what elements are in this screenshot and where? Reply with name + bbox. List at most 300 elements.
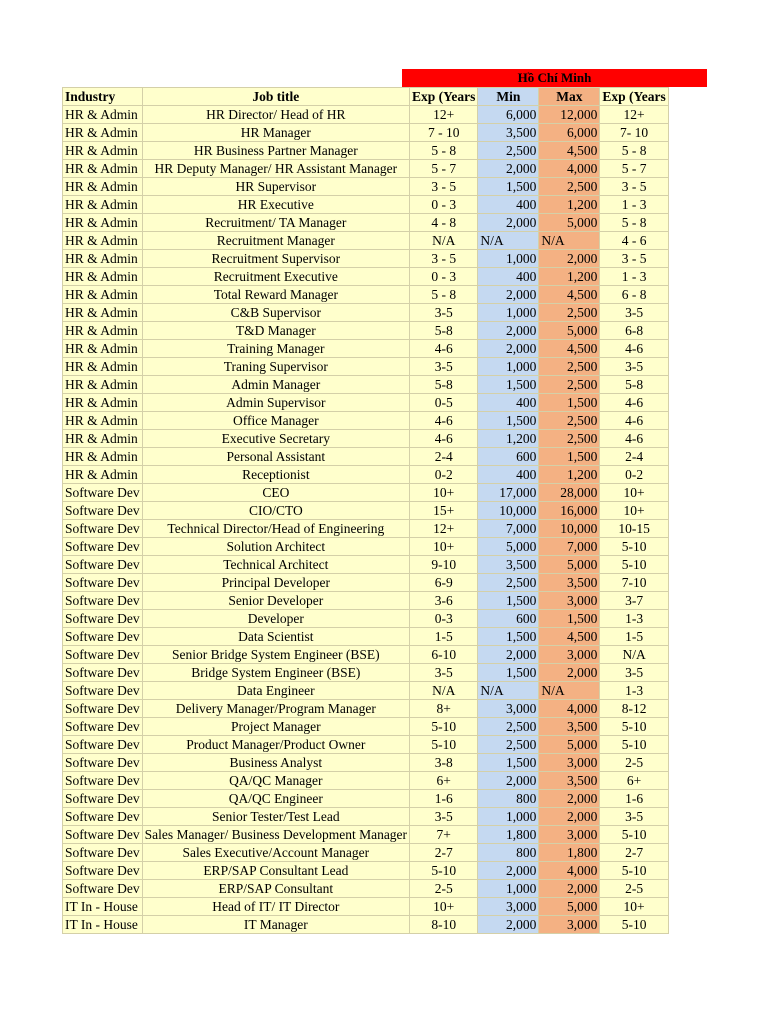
cell-max[interactable]: 5,000 (539, 214, 600, 232)
cell-min[interactable]: 1,000 (478, 358, 539, 376)
cell-exp[interactable]: 5 - 7 (410, 160, 478, 178)
cell-exp[interactable]: 12+ (410, 106, 478, 124)
cell-max[interactable]: 3,500 (539, 574, 600, 592)
cell-exp[interactable]: 1-5 (410, 628, 478, 646)
cell-exp-2[interactable]: 2-5 (600, 880, 668, 898)
cell-industry[interactable]: HR & Admin (63, 214, 143, 232)
cell-min[interactable]: 1,000 (478, 304, 539, 322)
table-row (63, 736, 669, 754)
cell-job-title[interactable]: Personal Assistant (142, 448, 409, 466)
cell-job-title[interactable]: Recruitment Supervisor (142, 250, 409, 268)
cell-job-title[interactable]: HR Director/ Head of HR (142, 106, 409, 124)
header-job-title[interactable]: Job title (142, 88, 409, 106)
cell-min[interactable]: 3,000 (478, 898, 539, 916)
cell-min[interactable]: 1,500 (478, 412, 539, 430)
cell-max[interactable]: 2,500 (539, 178, 600, 196)
cell-industry[interactable]: Software Dev (63, 574, 143, 592)
table-row (63, 412, 669, 430)
cell-industry[interactable]: Software Dev (63, 880, 143, 898)
cell-exp-2[interactable]: 3 - 5 (600, 250, 668, 268)
cell-exp[interactable]: 5-10 (410, 718, 478, 736)
cell-industry[interactable]: Software Dev (63, 610, 143, 628)
cell-min[interactable]: 1,500 (478, 592, 539, 610)
cell-exp[interactable]: 10+ (410, 484, 478, 502)
cell-job-title[interactable]: Product Manager/Product Owner (142, 736, 409, 754)
cell-industry[interactable]: Software Dev (63, 826, 143, 844)
cell-exp[interactable]: 2-5 (410, 880, 478, 898)
cell-job-title[interactable]: CEO (142, 484, 409, 502)
cell-min[interactable]: 1,800 (478, 826, 539, 844)
cell-job-title[interactable]: QA/QC Manager (142, 772, 409, 790)
cell-industry[interactable]: Software Dev (63, 664, 143, 682)
cell-max[interactable]: N/A (539, 232, 600, 250)
cell-exp-2[interactable]: 5-10 (600, 736, 668, 754)
cell-exp-2[interactable]: 4 - 6 (600, 232, 668, 250)
cell-max[interactable]: 3,000 (539, 826, 600, 844)
cell-job-title[interactable]: ERP/SAP Consultant (142, 880, 409, 898)
cell-min[interactable]: 2,000 (478, 772, 539, 790)
cell-exp-2[interactable]: 4-6 (600, 412, 668, 430)
table-row (63, 682, 669, 700)
cell-exp-2[interactable]: 5 - 8 (600, 214, 668, 232)
cell-exp-2[interactable]: 4-6 (600, 394, 668, 412)
cell-job-title[interactable]: QA/QC Engineer (142, 790, 409, 808)
cell-industry[interactable]: HR & Admin (63, 466, 143, 484)
cell-industry[interactable]: HR & Admin (63, 322, 143, 340)
table-row (63, 322, 669, 340)
cell-max[interactable]: 5,000 (539, 556, 600, 574)
cell-industry[interactable]: Software Dev (63, 754, 143, 772)
cell-job-title[interactable]: HR Deputy Manager/ HR Assistant Manager (142, 160, 409, 178)
header-exp[interactable]: Exp (Years (410, 88, 478, 106)
cell-exp-2[interactable]: 10+ (600, 502, 668, 520)
cell-industry[interactable]: HR & Admin (63, 142, 143, 160)
cell-job-title[interactable]: Recruitment Manager (142, 232, 409, 250)
cell-max[interactable]: 1,200 (539, 268, 600, 286)
cell-min[interactable]: 10,000 (478, 502, 539, 520)
cell-exp[interactable]: 6-9 (410, 574, 478, 592)
cell-max[interactable]: 2,000 (539, 790, 600, 808)
cell-job-title[interactable]: Total Reward Manager (142, 286, 409, 304)
cell-max[interactable]: 1,800 (539, 844, 600, 862)
cell-min[interactable]: 2,500 (478, 142, 539, 160)
cell-job-title[interactable]: IT Manager (142, 916, 409, 934)
cell-job-title[interactable]: Principal Developer (142, 574, 409, 592)
cell-max[interactable]: 28,000 (539, 484, 600, 502)
cell-max[interactable]: 5,000 (539, 736, 600, 754)
cell-min[interactable]: 17,000 (478, 484, 539, 502)
cell-min[interactable]: 5,000 (478, 538, 539, 556)
cell-exp-2[interactable]: N/A (600, 646, 668, 664)
cell-exp[interactable]: 9-10 (410, 556, 478, 574)
cell-industry[interactable]: Software Dev (63, 484, 143, 502)
cell-job-title[interactable]: HR Manager (142, 124, 409, 142)
cell-exp[interactable]: 0-2 (410, 466, 478, 484)
cell-max[interactable]: 4,500 (539, 286, 600, 304)
cell-industry[interactable]: HR & Admin (63, 268, 143, 286)
cell-industry[interactable]: HR & Admin (63, 394, 143, 412)
cell-exp-2[interactable]: 3-5 (600, 304, 668, 322)
cell-industry[interactable]: Software Dev (63, 682, 143, 700)
cell-min[interactable]: 2,500 (478, 736, 539, 754)
cell-exp[interactable]: 8+ (410, 700, 478, 718)
cell-exp[interactable]: 4-6 (410, 430, 478, 448)
cell-exp-2[interactable]: 1-6 (600, 790, 668, 808)
cell-max[interactable]: 2,500 (539, 358, 600, 376)
cell-exp-2[interactable]: 12+ (600, 106, 668, 124)
cell-exp-2[interactable]: 7- 10 (600, 124, 668, 142)
table-row (63, 610, 669, 628)
cell-job-title[interactable]: Project Manager (142, 718, 409, 736)
cell-exp[interactable]: 0 - 3 (410, 268, 478, 286)
cell-job-title[interactable]: Executive Secretary (142, 430, 409, 448)
cell-industry[interactable]: HR & Admin (63, 286, 143, 304)
cell-exp-2[interactable]: 6 - 8 (600, 286, 668, 304)
cell-job-title[interactable]: Recruitment Executive (142, 268, 409, 286)
cell-industry[interactable]: Software Dev (63, 772, 143, 790)
cell-industry[interactable]: Software Dev (63, 628, 143, 646)
cell-min[interactable]: 3,000 (478, 700, 539, 718)
cell-industry[interactable]: Software Dev (63, 862, 143, 880)
cell-job-title[interactable]: Traning Supervisor (142, 358, 409, 376)
cell-exp-2[interactable]: 10+ (600, 484, 668, 502)
cell-exp-2[interactable]: 2-5 (600, 754, 668, 772)
cell-industry[interactable]: HR & Admin (63, 124, 143, 142)
table-row (63, 448, 669, 466)
cell-max[interactable]: 2,000 (539, 250, 600, 268)
cell-exp[interactable]: N/A (410, 232, 478, 250)
cell-industry[interactable]: HR & Admin (63, 250, 143, 268)
cell-max[interactable]: 2,000 (539, 880, 600, 898)
cell-exp-2[interactable]: 5-10 (600, 916, 668, 934)
cell-exp-2[interactable]: 5-10 (600, 826, 668, 844)
cell-exp[interactable]: 7+ (410, 826, 478, 844)
cell-job-title[interactable]: Bridge System Engineer (BSE) (142, 664, 409, 682)
cell-industry[interactable]: HR & Admin (63, 340, 143, 358)
cell-industry[interactable]: IT In - House (63, 898, 143, 916)
cell-max[interactable]: 1,200 (539, 196, 600, 214)
cell-job-title[interactable]: T&D Manager (142, 322, 409, 340)
cell-min[interactable]: 2,000 (478, 340, 539, 358)
cell-job-title[interactable]: Senior Tester/Test Lead (142, 808, 409, 826)
cell-max[interactable]: N/A (539, 682, 600, 700)
cell-exp[interactable]: 1-6 (410, 790, 478, 808)
cell-exp-2[interactable]: 5-10 (600, 718, 668, 736)
cell-job-title[interactable]: ERP/SAP Consultant Lead (142, 862, 409, 880)
cell-exp[interactable]: 5 - 8 (410, 142, 478, 160)
cell-industry[interactable]: Software Dev (63, 538, 143, 556)
cell-job-title[interactable]: Technical Director/Head of Engineering (142, 520, 409, 538)
table-row (63, 502, 669, 520)
table-row (63, 340, 669, 358)
cell-exp-2[interactable]: 5 - 8 (600, 142, 668, 160)
cell-exp[interactable]: 8-10 (410, 916, 478, 934)
cell-job-title[interactable]: CIO/CTO (142, 502, 409, 520)
cell-exp[interactable]: 5-8 (410, 322, 478, 340)
cell-exp[interactable]: 3-5 (410, 358, 478, 376)
cell-job-title[interactable]: Sales Executive/Account Manager (142, 844, 409, 862)
cell-min[interactable]: 7,000 (478, 520, 539, 538)
cell-min[interactable]: 600 (478, 610, 539, 628)
cell-max[interactable]: 16,000 (539, 502, 600, 520)
cell-exp-2[interactable]: 4-6 (600, 340, 668, 358)
cell-min[interactable]: 2,000 (478, 160, 539, 178)
cell-industry[interactable]: HR & Admin (63, 160, 143, 178)
cell-exp-2[interactable]: 6+ (600, 772, 668, 790)
cell-job-title[interactable]: Developer (142, 610, 409, 628)
cell-min[interactable]: 1,500 (478, 376, 539, 394)
table-row (63, 790, 669, 808)
cell-max[interactable]: 1,500 (539, 610, 600, 628)
cell-job-title[interactable]: Business Analyst (142, 754, 409, 772)
cell-exp-2[interactable]: 5-10 (600, 538, 668, 556)
cell-min[interactable]: 400 (478, 268, 539, 286)
cell-max[interactable]: 3,000 (539, 916, 600, 934)
cell-industry[interactable]: HR & Admin (63, 448, 143, 466)
cell-exp[interactable]: 7 - 10 (410, 124, 478, 142)
cell-industry[interactable]: Software Dev (63, 646, 143, 664)
cell-min[interactable]: 2,000 (478, 214, 539, 232)
table-row (63, 484, 669, 502)
cell-max[interactable]: 4,000 (539, 160, 600, 178)
cell-max[interactable]: 1,200 (539, 466, 600, 484)
cell-exp[interactable]: 4-6 (410, 340, 478, 358)
cell-min[interactable]: 1,200 (478, 430, 539, 448)
cell-job-title[interactable]: C&B Supervisor (142, 304, 409, 322)
cell-min[interactable]: 2,500 (478, 718, 539, 736)
cell-exp-2[interactable]: 8-12 (600, 700, 668, 718)
cell-max[interactable]: 3,000 (539, 646, 600, 664)
cell-exp-2[interactable]: 1-3 (600, 610, 668, 628)
cell-job-title[interactable]: Delivery Manager/Program Manager (142, 700, 409, 718)
cell-min[interactable]: 400 (478, 196, 539, 214)
cell-job-title[interactable]: Senior Developer (142, 592, 409, 610)
cell-min[interactable]: 800 (478, 844, 539, 862)
cell-job-title[interactable]: HR Executive (142, 196, 409, 214)
cell-max[interactable]: 7,000 (539, 538, 600, 556)
cell-min[interactable]: 3,500 (478, 556, 539, 574)
cell-exp[interactable]: 0-5 (410, 394, 478, 412)
cell-industry[interactable]: IT In - House (63, 916, 143, 934)
table-row (63, 700, 669, 718)
cell-exp-2[interactable]: 2-7 (600, 844, 668, 862)
header-exp-2[interactable]: Exp (Years (600, 88, 668, 106)
cell-exp[interactable]: N/A (410, 682, 478, 700)
cell-job-title[interactable]: Admin Manager (142, 376, 409, 394)
cell-industry[interactable]: Software Dev (63, 556, 143, 574)
cell-min[interactable]: 3,500 (478, 124, 539, 142)
cell-max[interactable]: 4,500 (539, 628, 600, 646)
cell-min[interactable]: 2,000 (478, 916, 539, 934)
cell-exp[interactable]: 3-5 (410, 808, 478, 826)
cell-min[interactable]: 1,500 (478, 754, 539, 772)
table-row (63, 232, 669, 250)
cell-exp[interactable]: 5 - 8 (410, 286, 478, 304)
cell-industry[interactable]: HR & Admin (63, 304, 143, 322)
cell-industry[interactable]: Software Dev (63, 502, 143, 520)
cell-exp[interactable]: 0-3 (410, 610, 478, 628)
cell-job-title[interactable]: Sales Manager/ Business Development Manager (142, 826, 409, 844)
cell-exp[interactable]: 2-7 (410, 844, 478, 862)
cell-job-title[interactable]: Solution Architect (142, 538, 409, 556)
cell-exp-2[interactable]: 5-8 (600, 376, 668, 394)
cell-max[interactable]: 10,000 (539, 520, 600, 538)
cell-exp-2[interactable]: 0-2 (600, 466, 668, 484)
header-min[interactable]: Min (478, 88, 539, 106)
cell-min[interactable]: 1,500 (478, 628, 539, 646)
cell-job-title[interactable]: Head of IT/ IT Director (142, 898, 409, 916)
cell-max[interactable]: 5,000 (539, 322, 600, 340)
cell-exp[interactable]: 4-6 (410, 412, 478, 430)
cell-industry[interactable]: HR & Admin (63, 232, 143, 250)
cell-exp[interactable]: 3-5 (410, 664, 478, 682)
cell-exp-2[interactable]: 3-5 (600, 358, 668, 376)
cell-industry[interactable]: Software Dev (63, 808, 143, 826)
cell-exp-2[interactable]: 10-15 (600, 520, 668, 538)
cell-exp[interactable]: 5-10 (410, 862, 478, 880)
cell-exp-2[interactable]: 2-4 (600, 448, 668, 466)
cell-min[interactable]: 6,000 (478, 106, 539, 124)
cell-exp[interactable]: 5-10 (410, 736, 478, 754)
cell-max[interactable]: 4,000 (539, 862, 600, 880)
table-row (63, 898, 669, 916)
cell-max[interactable]: 2,000 (539, 808, 600, 826)
cell-industry[interactable]: Software Dev (63, 520, 143, 538)
cell-job-title[interactable]: Senior Bridge System Engineer (BSE) (142, 646, 409, 664)
cell-exp-2[interactable]: 3-5 (600, 664, 668, 682)
cell-job-title[interactable]: Admin Supervisor (142, 394, 409, 412)
cell-industry[interactable]: HR & Admin (63, 358, 143, 376)
cell-exp[interactable]: 3-6 (410, 592, 478, 610)
cell-industry[interactable]: HR & Admin (63, 412, 143, 430)
cell-industry[interactable]: Software Dev (63, 718, 143, 736)
cell-industry[interactable]: HR & Admin (63, 376, 143, 394)
cell-exp[interactable]: 3-8 (410, 754, 478, 772)
cell-job-title[interactable]: HR Supervisor (142, 178, 409, 196)
cell-industry[interactable]: Software Dev (63, 592, 143, 610)
cell-job-title[interactable]: Office Manager (142, 412, 409, 430)
header-max[interactable]: Max (539, 88, 600, 106)
cell-job-title[interactable]: Training Manager (142, 340, 409, 358)
cell-industry[interactable]: HR & Admin (63, 106, 143, 124)
cell-min[interactable]: 1,000 (478, 880, 539, 898)
cell-exp-2[interactable]: 1 - 3 (600, 268, 668, 286)
cell-max[interactable]: 2,500 (539, 412, 600, 430)
cell-industry[interactable]: Software Dev (63, 736, 143, 754)
cell-job-title[interactable]: HR Business Partner Manager (142, 142, 409, 160)
table-row (63, 214, 669, 232)
cell-max[interactable]: 2,500 (539, 304, 600, 322)
cell-exp-2[interactable]: 10+ (600, 898, 668, 916)
cell-exp[interactable]: 6-10 (410, 646, 478, 664)
cell-max[interactable]: 2,000 (539, 664, 600, 682)
cell-max[interactable]: 5,000 (539, 898, 600, 916)
cell-exp[interactable]: 3-5 (410, 304, 478, 322)
cell-max[interactable]: 6,000 (539, 124, 600, 142)
cell-exp[interactable]: 10+ (410, 538, 478, 556)
cell-min[interactable]: 1,000 (478, 808, 539, 826)
cell-exp-2[interactable]: 5 - 7 (600, 160, 668, 178)
cell-min[interactable]: 1,500 (478, 178, 539, 196)
cell-exp-2[interactable]: 6-8 (600, 322, 668, 340)
cell-exp[interactable]: 15+ (410, 502, 478, 520)
table-row (63, 286, 669, 304)
cell-min[interactable]: N/A (478, 232, 539, 250)
cell-exp[interactable]: 2-4 (410, 448, 478, 466)
cell-exp-2[interactable]: 3-7 (600, 592, 668, 610)
cell-exp[interactable]: 3 - 5 (410, 250, 478, 268)
cell-min[interactable]: 600 (478, 448, 539, 466)
cell-industry[interactable]: HR & Admin (63, 430, 143, 448)
cell-max[interactable]: 4,500 (539, 142, 600, 160)
cell-exp[interactable]: 0 - 3 (410, 196, 478, 214)
cell-max[interactable]: 12,000 (539, 106, 600, 124)
cell-exp[interactable]: 4 - 8 (410, 214, 478, 232)
cell-exp-2[interactable]: 3-5 (600, 808, 668, 826)
cell-job-title[interactable]: Data Engineer (142, 682, 409, 700)
table-row (63, 376, 669, 394)
cell-min[interactable]: 1,000 (478, 250, 539, 268)
cell-exp-2[interactable]: 3 - 5 (600, 178, 668, 196)
cell-exp-2[interactable]: 7-10 (600, 574, 668, 592)
cell-exp[interactable]: 6+ (410, 772, 478, 790)
cell-job-title[interactable]: Receptionist (142, 466, 409, 484)
cell-min[interactable]: 800 (478, 790, 539, 808)
salary-table (62, 87, 669, 934)
cell-min[interactable]: 1,500 (478, 664, 539, 682)
cell-exp-2[interactable]: 5-10 (600, 556, 668, 574)
cell-industry[interactable]: Software Dev (63, 790, 143, 808)
cell-industry[interactable]: HR & Admin (63, 178, 143, 196)
cell-min[interactable]: N/A (478, 682, 539, 700)
cell-job-title[interactable]: Technical Architect (142, 556, 409, 574)
cell-max[interactable]: 4,500 (539, 340, 600, 358)
cell-max[interactable]: 3,500 (539, 772, 600, 790)
cell-exp[interactable]: 12+ (410, 520, 478, 538)
cell-max[interactable]: 1,500 (539, 448, 600, 466)
cell-exp[interactable]: 3 - 5 (410, 178, 478, 196)
header-industry[interactable]: Industry (63, 88, 143, 106)
cell-exp[interactable]: 10+ (410, 898, 478, 916)
cell-exp-2[interactable]: 4-6 (600, 430, 668, 448)
cell-min[interactable]: 2,000 (478, 322, 539, 340)
cell-industry[interactable]: Software Dev (63, 844, 143, 862)
cell-exp-2[interactable]: 1-3 (600, 682, 668, 700)
cell-max[interactable]: 3,500 (539, 718, 600, 736)
cell-max[interactable]: 2,500 (539, 430, 600, 448)
cell-job-title[interactable]: Data Scientist (142, 628, 409, 646)
cell-exp-2[interactable]: 1 - 3 (600, 196, 668, 214)
cell-industry[interactable]: HR & Admin (63, 196, 143, 214)
cell-job-title[interactable]: Recruitment/ TA Manager (142, 214, 409, 232)
cell-min[interactable]: 400 (478, 466, 539, 484)
cell-industry[interactable]: Software Dev (63, 700, 143, 718)
cell-min[interactable]: 400 (478, 394, 539, 412)
cell-max[interactable]: 2,500 (539, 376, 600, 394)
cell-min[interactable]: 2,000 (478, 862, 539, 880)
cell-min[interactable]: 2,000 (478, 286, 539, 304)
cell-exp-2[interactable]: 1-5 (600, 628, 668, 646)
cell-max[interactable]: 4,000 (539, 700, 600, 718)
table-row (63, 160, 669, 178)
cell-exp[interactable]: 5-8 (410, 376, 478, 394)
cell-min[interactable]: 2,500 (478, 574, 539, 592)
cell-max[interactable]: 1,500 (539, 394, 600, 412)
cell-max[interactable]: 3,000 (539, 754, 600, 772)
cell-exp-2[interactable]: 5-10 (600, 862, 668, 880)
cell-min[interactable]: 2,000 (478, 646, 539, 664)
cell-max[interactable]: 3,000 (539, 592, 600, 610)
